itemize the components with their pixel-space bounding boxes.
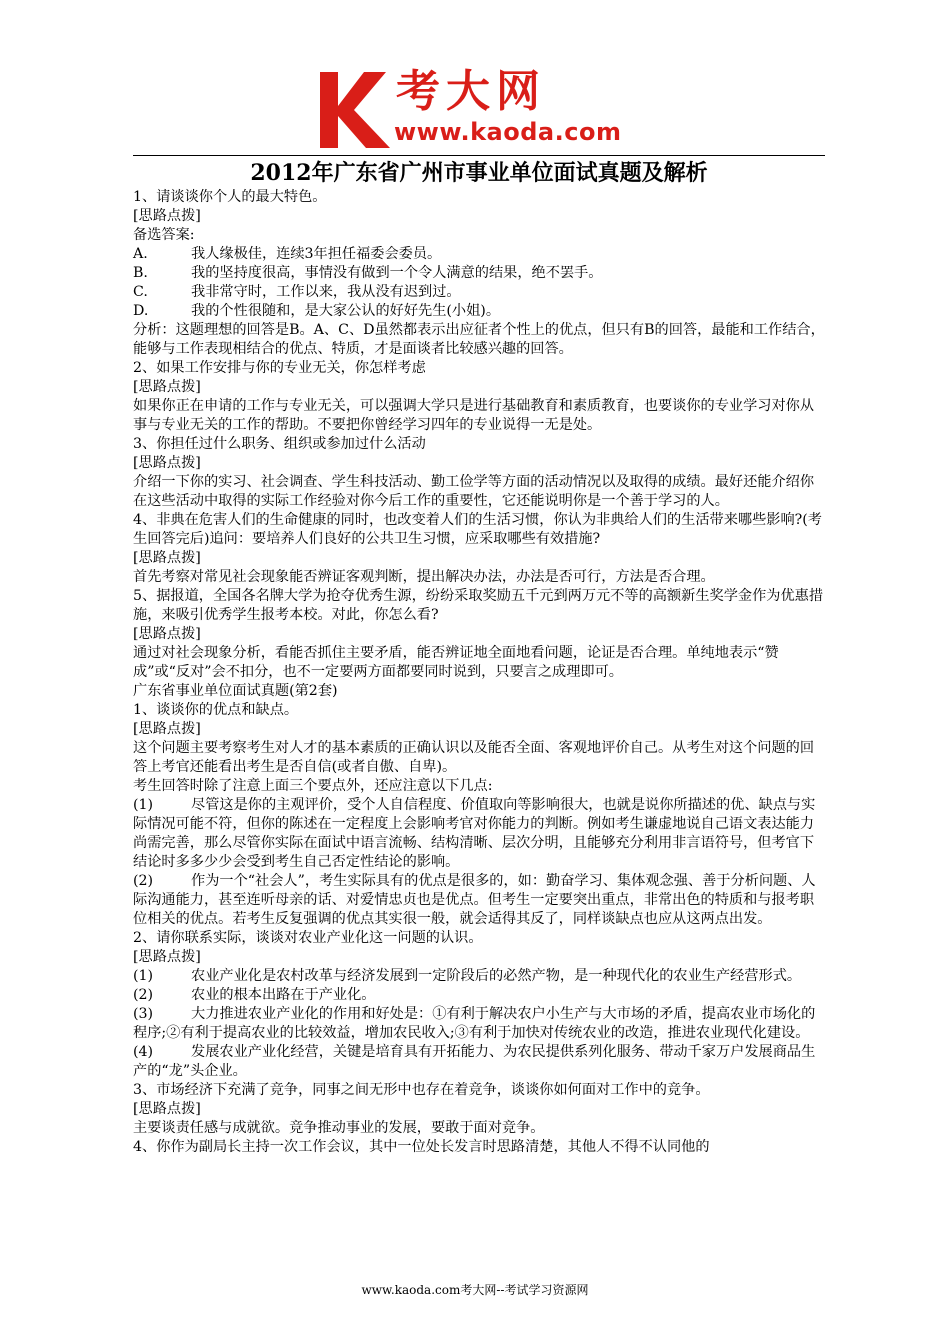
list-item-text: 大力推进农业产业化的作用和好处是：①有利于解决农户小生产与大市场的矛盾，提高农业市场化的程序;②有利于提高农业的比较效益，增加农民收入;③有利于加快对传统农业的改造，推进农业现代化建设。 — [133, 1006, 816, 1041]
paragraph: [思路点拨] — [133, 550, 201, 566]
paragraph: 3、你担任过什么职务、组织或参加过什么活动 — [133, 436, 426, 452]
paragraph: 广东省事业单位面试真题(第2套) — [133, 683, 338, 699]
k-logo-icon — [312, 66, 396, 152]
paragraph: 3、市场经济下充满了竞争，同事之间无形中也存在着竞争，谈谈你如何面对工作中的竞争。 — [133, 1082, 710, 1098]
list-item — [133, 1043, 825, 1081]
logo-url-text: www.kaoda.com — [394, 118, 622, 146]
paragraph: 这个问题主要考察考生对人才的基本素质的正确认识以及能否全面、客观地评价自己。从考生对这个问题的回答上考官还能看出考生是否自信(或者自傲、自卑)。 — [133, 740, 815, 775]
page-footer: www.kaoda.com考大网--考试学习资源网 — [361, 1283, 589, 1297]
list-item-text: 作为一个“社会人”，考生实际具有的优点是很多的，如：勤奋学习、集体观念强、善于分析问题、人际沟通能力，甚至连听母亲的话、对爱情忠贞也是优点。但考生一定要突出重点，非常出色的特质和与报考职位相关的优点。若考生反复强调的优点其实很一般，就会适得其反了，同样谈缺点也应从这两点出发。 — [133, 873, 816, 927]
list-item-marker: B. — [133, 265, 148, 281]
list-item-marker: (1) — [133, 968, 154, 984]
list-item-text: 尽管这是你的主观评价，受个人自信程度、价值取向等影响很大，也就是说你所描述的优、缺点与实际情况可能不符，但你的陈述在一定程度上会影响考官对你能力的判断。例如考生谦虚地说自己语文表达能力尚需完善，那么尽管你实际在面试中语言流畅、结构清晰、层次分明，且能够充分利用非言语符号，但考官下结论时多多少少会受到考生自己否定性结论的影响。 — [133, 797, 816, 870]
kaoda-logo — [312, 66, 652, 152]
list-item — [133, 967, 825, 986]
list-item-text: 我的坚持度很高，事情没有做到一个令人满意的结果，绝不罢手。 — [191, 265, 603, 281]
list-item-text: 我的个性很随和，是大家公认的好好先生(小姐)。 — [191, 303, 501, 319]
list-item — [133, 872, 825, 929]
list-item-text: 发展农业产业化经营，关键是培育具有开拓能力、为农民提供系列化服务、带动千家万户发展商品生产的“龙”头企业。 — [133, 1044, 816, 1079]
paragraph: 通过对社会现象分析，看能否抓住主要矛盾，能否辨证地全面地看问题，论证是否合理。单纯地表示“赞成”或“反对”会不扣分，也不一定要两方面都要同时说到，只要言之成理即可。 — [133, 645, 779, 680]
paragraph: 考生回答时除了注意上面三个要点外，还应注意以下几点: — [133, 778, 493, 794]
list-item-marker: (2) — [133, 987, 154, 1003]
paragraph: [思路点拨] — [133, 949, 201, 965]
paragraph: 5、据报道，全国各名牌大学为抢夺优秀生源，纷纷采取奖励五千元到两万元不等的高额新生奖学金作为优惠措施，来吸引优秀学生报考本校。对此，你怎么看? — [133, 588, 824, 623]
paragraph: 1、谈谈你的优点和缺点。 — [133, 702, 299, 718]
list-item-text: 我非常守时，工作以来，我从没有迟到过。 — [191, 284, 461, 300]
paragraph: 备选答案: — [133, 227, 195, 243]
list-item-marker: (3) — [133, 1006, 154, 1022]
paragraph: 分析：这题理想的回答是B。A、C、D虽然都表示出应征者个性上的优点，但只有B的回答，最能和工作结合，能够与工作表现相结合的优点、特质，才是面谈者比较感兴趣的回答。 — [133, 322, 825, 357]
list-item-marker: (2) — [133, 873, 154, 889]
paragraph: 如果你正在申请的工作与专业无关，可以强调大学只是进行基础教育和素质教育，也要谈你的专业学习对你从事与专业无关的工作的帮助。不要把你曾经学习四年的专业说得一无是处。 — [133, 398, 815, 433]
paragraph: 2、如果工作安排与你的专业无关，你怎样考虑 — [133, 360, 426, 376]
list-item-text: 农业产业化是农村改革与经济发展到一定阶段后的必然产物，是一种现代化的农业生产经营形式。 — [191, 968, 802, 984]
document-body — [133, 188, 825, 1157]
list-item-text: 农业的根本出路在于产业化。 — [191, 987, 376, 1003]
list-item-marker: A. — [133, 246, 148, 262]
paragraph: 1、请谈谈你个人的最大特色。 — [133, 189, 327, 205]
list-item-marker: C. — [133, 284, 148, 300]
paragraph: [思路点拨] — [133, 626, 201, 642]
header-divider — [133, 155, 825, 156]
paragraph: 首先考察对常见社会现象能否辨证客观判断，提出解决办法，办法是否可行，方法是否合理。 — [133, 569, 715, 585]
paragraph: 主要谈责任感与成就欲。竞争推动事业的发展，要敢于面对竞争。 — [133, 1120, 545, 1136]
paragraph: [思路点拨] — [133, 379, 201, 395]
paragraph: 4、非典在危害人们的生命健康的同时，也改变着人们的生活习惯，你认为非典给人们的生活带来哪些影响?(考生回答完后)追问：要培养人们良好的公共卫生习惯，应采取哪些有效措施? — [133, 512, 822, 547]
list-item — [133, 1005, 825, 1043]
list-item-marker: (1) — [133, 797, 154, 813]
list-item — [133, 302, 825, 321]
list-item — [133, 796, 825, 872]
paragraph: 2、请你联系实际，谈谈对农业产业化这一问题的认识。 — [133, 930, 483, 946]
list-item — [133, 986, 825, 1005]
paragraph: 介绍一下你的实习、社会调查、学生科技活动、勤工俭学等方面的活动情况以及取得的成绩。最好还能介绍你在这些活动中取得的实际工作经验对你今后工作的重要性，它还能说明你是一个善于学习的人。 — [133, 474, 815, 509]
list-item — [133, 245, 825, 264]
paragraph: 4、你作为副局长主持一次工作会议，其中一位处长发言时思路清楚，其他人不得不认同他的 — [133, 1139, 710, 1155]
list-item — [133, 264, 825, 283]
list-item-text: 我人缘极佳，连续3年担任福委会委员。 — [191, 246, 442, 262]
paragraph: [思路点拨] — [133, 1101, 201, 1117]
list-item — [133, 283, 825, 302]
paragraph: [思路点拨] — [133, 721, 201, 737]
logo-brand-text: 考大网 — [396, 66, 546, 117]
list-item-marker: (4) — [133, 1044, 154, 1060]
list-item-marker: D. — [133, 303, 149, 319]
paragraph: [思路点拨] — [133, 208, 201, 224]
page-title: 2012年广东省广州市事业单位面试真题及解析 — [250, 160, 708, 186]
paragraph: [思路点拨] — [133, 455, 201, 471]
